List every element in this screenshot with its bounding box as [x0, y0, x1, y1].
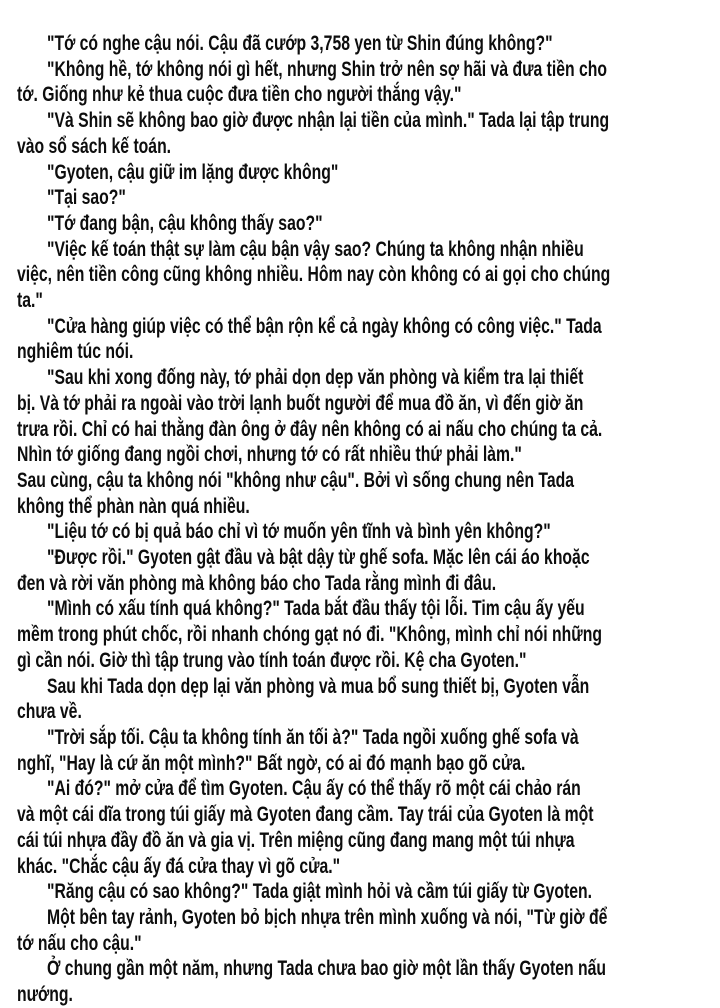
text-line: "Trời sắp tối. Cậu ta không tính ăn tối à?" Tada ngồi xuống ghế sofa và — [47, 725, 579, 749]
text-line: "Mình có xấu tính quá không?" Tada bắt đầu thấy tội lỗi. Tim cậu ấy yếu — [47, 597, 585, 621]
text-line: "Cửa hàng giúp việc có thể bận rộn kể cả ngày không có công việc." Tada — [47, 314, 602, 338]
text-line: nướng. — [17, 983, 73, 1007]
text-line: Sau khi Tada dọn dẹp lại văn phòng và mua bổ sung thiết bị, Gyoten vẫn — [47, 674, 590, 698]
text-line: bị. Và tớ phải ra ngoài vào trời lạnh buốt người để mua đồ ăn, vì đến giờ ăn — [17, 391, 584, 415]
text-line: "Sau khi xong đống này, tớ phải dọn dẹp văn phòng và kiểm tra lại thiết — [47, 366, 584, 390]
text-line: Nhìn tớ giống đang ngồi chơi, nhưng tớ có rất nhiều thứ phải làm." — [17, 443, 522, 467]
text-line: nghiêm túc nói. — [17, 340, 134, 364]
text-line: mềm trong phút chốc, rồi nhanh chóng gạt nó đi. "Không, mình chỉ nói những — [17, 623, 602, 647]
text-line: Một bên tay rảnh, Gyoten bỏ bịch nhựa trên mình xuống và nói, "Từ giờ để — [47, 905, 608, 929]
text-line: "Gyoten, cậu giữ im lặng được không" — [47, 160, 339, 184]
text-line: "Được rồi." Gyoten gật đầu và bật dậy từ ghế sofa. Mặc lên cái áo khoặc — [47, 546, 590, 570]
text-line: khác. "Chắc cậu ấy đá cửa thay vì gõ cửa." — [17, 854, 341, 878]
text-line: Ở chung gần một năm, nhưng Tada chưa bao giờ một lần thấy Gyoten nấu — [47, 957, 607, 981]
text-line: nghĩ, "Hay là cứ ăn một mình?" Bất ngờ, có ai đó mạnh bạo gõ cửa. — [17, 751, 526, 775]
text-line: tớ nấu cho cậu." — [17, 931, 142, 955]
text-line: đen và rời văn phòng mà không báo cho Tada rằng mình đi đâu. — [17, 571, 497, 595]
text-line: cái túi nhựa đầy đồ ăn và gia vị. Trên miệng cũng đang mang một túi nhựa — [17, 828, 575, 852]
text-line: và một cái dĩa trong túi giấy mà Gyoten đang cầm. Tay trái của Gyoten là một — [17, 803, 594, 827]
text-line: Sau cùng, cậu ta không nói "không như cậu". Bởi vì sống chung nên Tada — [17, 468, 575, 492]
text-line: tớ. Giống như kẻ thua cuộc đưa tiền cho người thắng vậy." — [17, 83, 462, 107]
text-line: "Và Shin sẽ không bao giờ được nhận lại tiền của mình." Tada lại tập trung — [47, 109, 610, 133]
text-line: chưa về. — [17, 700, 82, 724]
page-text — [17, 31, 720, 1008]
text-line: "Việc kế toán thật sự làm cậu bận vậy sao? Chúng ta không nhận nhiều — [47, 237, 584, 261]
text-line: "Liệu tớ có bị quả báo chỉ vì tớ muốn yên tĩnh và bình yên không?" — [47, 520, 551, 544]
text-line: vào sổ sách kế toán. — [17, 134, 172, 158]
text-line: "Tớ có nghe cậu nói. Cậu đã cướp 3,758 yen từ Shin đúng không?" — [47, 32, 553, 55]
text-line: trưa rồi. Chỉ có hai thằng đàn ông ở đây nên không có ai nấu cho chúng ta cả. — [17, 417, 603, 441]
text-line: việc, nên tiền công cũng không nhiều. Hôm nay còn không có ai gọi cho chúng — [17, 263, 611, 287]
text-line: gì cần nói. Giờ thì tập trung vào tính toán được rồi. Kệ cha Gyoten." — [17, 648, 527, 672]
text-line: "Không hề, tớ không nói gì hết, nhưng Shin trở nên sợ hãi và đưa tiền cho — [47, 57, 608, 81]
text-line: "Tại sao?" — [47, 186, 126, 210]
text-line: không thể phàn nàn quá nhiều. — [17, 494, 250, 518]
text-line: "Răng cậu có sao không?" Tada giật mình hỏi và cầm túi giấy từ Gyoten. — [47, 880, 593, 904]
text-line: ta." — [17, 289, 43, 313]
text-line: "Tớ đang bận, cậu không thấy sao?" — [47, 211, 323, 235]
text-line: "Ai đó?" mở cửa để tìm Gyoten. Cậu ấy có thể thấy rõ một cái chảo rán — [47, 777, 581, 801]
